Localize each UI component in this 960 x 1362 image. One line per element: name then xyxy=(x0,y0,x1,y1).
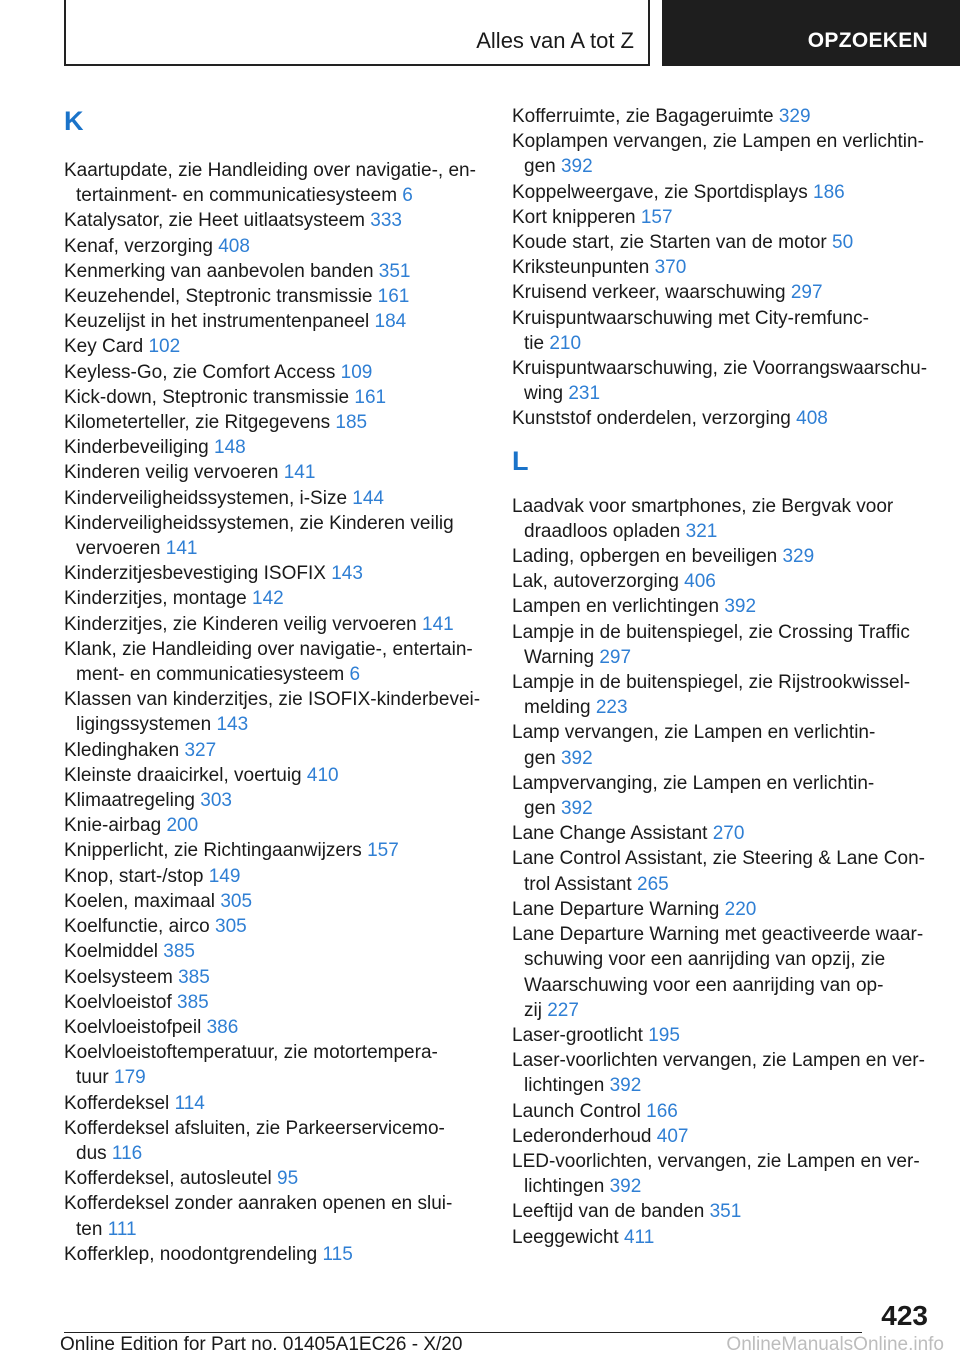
page-link[interactable]: 305 xyxy=(220,890,253,912)
page-link[interactable]: 200 xyxy=(166,815,199,837)
entry-text: Lampen en verlichtingen xyxy=(512,596,720,618)
page-link[interactable]: 148 xyxy=(214,437,246,459)
page-link[interactable]: 102 xyxy=(148,336,181,358)
page-link[interactable]: 411 xyxy=(623,1226,655,1248)
entry-text: Kleinste draaicirkel, voertuig xyxy=(64,764,302,786)
index-entry xyxy=(64,511,484,561)
index-entry xyxy=(64,259,484,284)
index-entry xyxy=(512,205,928,230)
entry-text: Kenaf, verzorging xyxy=(64,235,213,257)
entry-text: Koppelweergave, zie Sportdisplays xyxy=(512,181,808,203)
index-entry xyxy=(64,561,484,586)
page-link[interactable]: 111 xyxy=(107,1218,137,1240)
index-entry xyxy=(64,334,484,359)
entry-text: Kinderveiligheidssystemen, i-Size xyxy=(64,487,348,509)
page-link[interactable]: 329 xyxy=(782,546,815,568)
index-entry xyxy=(64,1242,484,1267)
entry-text: Lampje in de buitenspiegel, zie Rijstrookwissel- xyxy=(512,672,911,694)
entry-text: Laser-grootlicht xyxy=(512,1024,643,1046)
index-entry xyxy=(512,922,928,1023)
index-entry xyxy=(64,435,484,460)
entry-text: Knipperlicht, zie Richtingaanwijzers xyxy=(64,840,362,862)
page-link[interactable]: 184 xyxy=(374,311,407,333)
index-entry xyxy=(512,306,928,356)
page-link[interactable]: 143 xyxy=(216,714,249,736)
index-entry xyxy=(64,813,484,838)
page-link[interactable]: 392 xyxy=(724,596,757,618)
page-link[interactable]: 406 xyxy=(684,571,716,593)
index-entry xyxy=(512,897,928,922)
entry-text: draadloos opladen xyxy=(524,520,681,542)
entry-text: tertainment- en communicatiesysteem xyxy=(76,185,398,207)
entry-text: Laser-voorlichten vervangen, zie Lampen en ver- xyxy=(512,1050,925,1072)
page-link[interactable]: 407 xyxy=(656,1125,689,1147)
page-number: 423 xyxy=(881,1300,928,1331)
entry-text: tie xyxy=(524,332,545,354)
search-button-label: OPZOEKEN xyxy=(807,29,928,52)
page-link[interactable]: 385 xyxy=(163,941,195,963)
entry-text: Lane Departure Warning xyxy=(512,898,720,920)
entry-text: ligingssystemen xyxy=(76,714,212,736)
page-link[interactable]: 297 xyxy=(790,282,823,304)
entry-text: Kofferklep, noodontgrendeling xyxy=(64,1243,318,1265)
footer-divider xyxy=(64,1332,862,1333)
index-entry xyxy=(512,1199,928,1224)
entry-text: wing xyxy=(524,383,564,405)
index-entry xyxy=(512,569,928,594)
entry-text: Leeftijd van de banden xyxy=(512,1201,705,1223)
page-link[interactable]: 95 xyxy=(277,1168,299,1190)
index-entry xyxy=(64,612,484,637)
index-column-left xyxy=(64,100,484,1267)
index-entry xyxy=(64,385,484,410)
entry-text: Leeggewicht xyxy=(512,1226,619,1248)
page-link[interactable]: 6 xyxy=(349,664,361,686)
entry-text: Lane Departure Warning met geactiveerde waar- xyxy=(512,924,924,946)
index-entry xyxy=(512,356,928,406)
brand-watermark: OnlineManualsOnline.info xyxy=(726,1334,944,1355)
entry-text: Kruisend verkeer, waarschuwing xyxy=(512,282,786,304)
index-entry xyxy=(512,406,928,431)
index-entry xyxy=(64,586,484,611)
index-entry xyxy=(64,410,484,435)
page-link[interactable]: 141 xyxy=(422,613,454,635)
page-link[interactable]: 157 xyxy=(640,206,673,228)
index-entry xyxy=(512,1099,928,1124)
entry-text: Keuzehendel, Steptronic transmissie xyxy=(64,286,373,308)
index-entry xyxy=(512,544,928,569)
page-link[interactable]: 50 xyxy=(832,232,854,254)
entry-text: Kruispuntwaarschuwing met City-remfunc- xyxy=(512,307,869,329)
index-entry xyxy=(512,494,928,544)
index-letter-k: K xyxy=(64,106,84,136)
index-entry xyxy=(64,914,484,939)
page-link[interactable]: 161 xyxy=(354,386,387,408)
page-link[interactable]: 210 xyxy=(549,332,582,354)
index-entry xyxy=(64,1166,484,1191)
entry-text: Key Card xyxy=(64,336,144,358)
entry-text: Laadvak voor smartphones, zie Bergvak voor xyxy=(512,495,894,517)
index-entry xyxy=(512,1149,928,1199)
index-entry xyxy=(512,670,928,720)
entry-text: tuur xyxy=(76,1067,109,1089)
index-entry xyxy=(64,309,484,334)
entry-text: Lederonderhoud xyxy=(512,1125,652,1147)
entry-text: gen xyxy=(524,747,556,769)
entry-text: Kofferdeksel zonder aanraken openen en slui- xyxy=(64,1193,453,1215)
entry-text: Kaartupdate, zie Handleiding over navigatie-, en- xyxy=(64,160,476,181)
entry-text: Kinderen veilig vervoeren xyxy=(64,462,279,484)
entry-text: Knie-airbag xyxy=(64,815,162,837)
index-entry xyxy=(64,864,484,889)
page-link[interactable]: 144 xyxy=(352,487,384,509)
page-link[interactable]: 265 xyxy=(637,873,669,895)
page-link[interactable]: 142 xyxy=(252,588,284,610)
page-link[interactable]: 303 xyxy=(200,790,232,812)
page-link[interactable]: 179 xyxy=(114,1067,146,1089)
index-entry xyxy=(64,208,484,233)
page-link[interactable]: 351 xyxy=(378,260,411,282)
entry-text: Katalysator, zie Heet uitlaatsysteem xyxy=(64,210,365,232)
page-link[interactable]: 392 xyxy=(560,747,593,769)
index-entry xyxy=(512,594,928,619)
entry-text: Knop, start-/stop xyxy=(64,865,204,887)
page-link[interactable]: 143 xyxy=(331,563,363,585)
index-entry xyxy=(64,889,484,914)
index-entry xyxy=(512,230,928,255)
entry-text: Kledinghaken xyxy=(64,739,180,761)
index-entry xyxy=(512,255,928,280)
entry-text: Lampje in de buitenspiegel, zie Crossing Traffic xyxy=(512,621,910,643)
index-entry xyxy=(64,1116,484,1166)
entry-text: ten xyxy=(76,1218,103,1240)
entry-text: Keuzelijst in het instrumentenpaneel xyxy=(64,311,370,333)
entry-text: Kenmerking van aanbevolen banden xyxy=(64,260,374,282)
edition-text: Online Edition for Part no. 01405A1EC26 - X/20 xyxy=(60,1334,463,1355)
page-link[interactable]: 392 xyxy=(560,156,593,178)
page-link[interactable]: 116 xyxy=(111,1142,143,1164)
page-link[interactable]: 370 xyxy=(654,257,687,279)
entry-text: trol Assistant xyxy=(524,873,632,895)
page-link[interactable]: 392 xyxy=(609,1176,642,1198)
page-link[interactable]: 305 xyxy=(215,916,247,938)
entry-text: Kofferruimte, zie Bagageruimte xyxy=(512,106,774,127)
entry-text: Kinderzitjesbevestiging ISOFIX xyxy=(64,563,326,585)
page-link[interactable]: 149 xyxy=(208,865,241,887)
entry-text: Kinderbeveiliging xyxy=(64,437,209,459)
index-entry xyxy=(512,620,928,670)
entry-text: schuwing voor een aanrijding van opzij, zie xyxy=(524,949,886,971)
page-link[interactable]: 231 xyxy=(568,383,601,405)
index-entry xyxy=(512,1124,928,1149)
entry-text: Kruispuntwaarschuwing, zie Voorrangswaarschu- xyxy=(512,358,928,380)
entry-text: Koelvloeistof xyxy=(64,991,172,1013)
index-entry xyxy=(512,1225,928,1250)
page-link[interactable]: 157 xyxy=(367,840,399,862)
entry-text: Kunststof onderdelen, verzorging xyxy=(512,408,791,430)
entry-text: Klank, zie Handleiding over navigatie-, entertain- xyxy=(64,638,473,660)
entry-text: melding xyxy=(524,697,591,719)
index-entry xyxy=(64,738,484,763)
page-link[interactable]: 329 xyxy=(778,106,811,127)
index-entry xyxy=(64,234,484,259)
page-link[interactable]: 270 xyxy=(712,823,745,845)
page-link[interactable]: 297 xyxy=(599,646,632,668)
entry-text: Koelvloeistofpeil xyxy=(64,1016,202,1038)
entry-text: gen xyxy=(524,798,556,820)
page-link[interactable]: 321 xyxy=(685,520,718,542)
entry-text: Kinderzitjes, montage xyxy=(64,588,247,610)
search-button[interactable] xyxy=(662,0,960,66)
index-entry xyxy=(64,838,484,863)
entry-text: Koelmiddel xyxy=(64,941,158,963)
entry-text: Lak, autoverzorging xyxy=(512,571,679,593)
page-link[interactable]: 141 xyxy=(165,538,198,560)
entry-text: Kofferdeksel afsluiten, zie Parkeerservicemo- xyxy=(64,1117,445,1139)
index-entry xyxy=(64,788,484,813)
entry-text: Launch Control xyxy=(512,1100,641,1122)
page-link[interactable]: 408 xyxy=(796,408,828,430)
page-link[interactable]: 392 xyxy=(560,798,593,820)
page-link[interactable]: 410 xyxy=(306,764,339,786)
entry-text: Koelfunctie, airco xyxy=(64,916,210,938)
page-link[interactable]: 227 xyxy=(547,999,579,1021)
index-entry xyxy=(64,687,484,737)
page-link[interactable]: 185 xyxy=(335,412,368,434)
entry-text: Lading, opbergen en beveiligen xyxy=(512,546,778,568)
index-entry xyxy=(64,1015,484,1040)
index-entry xyxy=(512,1023,928,1048)
entry-text: Kofferdeksel xyxy=(64,1092,170,1114)
entry-text: Kriksteunpunten xyxy=(512,257,650,279)
index-entry xyxy=(64,763,484,788)
page-link[interactable]: 223 xyxy=(595,697,628,719)
entry-text: Lampvervanging, zie Lampen en verlichtin- xyxy=(512,772,875,794)
page-link[interactable]: 408 xyxy=(218,235,250,257)
page-link[interactable]: 6 xyxy=(402,185,413,207)
entry-text: Lane Control Assistant, zie Steering & Lane Con- xyxy=(512,848,925,870)
index-entry xyxy=(64,486,484,511)
entry-text: lichtingen xyxy=(524,1075,605,1097)
entry-text: Koplampen vervangen, zie Lampen en verlichtin- xyxy=(512,131,924,153)
index-entry xyxy=(512,846,928,896)
page-link[interactable]: 115 xyxy=(322,1243,353,1265)
entry-text: gen xyxy=(524,156,556,178)
entry-text: Klimaatregeling xyxy=(64,790,195,812)
page-header xyxy=(0,0,960,66)
entry-text: ment- en communicatiesysteem xyxy=(76,664,345,686)
entry-text: Koelen, maximaal xyxy=(64,890,216,912)
page-link[interactable]: 195 xyxy=(648,1024,680,1046)
index-entry xyxy=(512,280,928,305)
entry-text: Warning xyxy=(524,646,595,668)
section-tab-label: Alles van A tot Z xyxy=(476,28,634,53)
entry-text: Kinderzitjes, zie Kinderen veilig vervoeren xyxy=(64,613,417,635)
page-link[interactable]: 141 xyxy=(283,462,316,484)
page-link[interactable]: 220 xyxy=(724,898,757,920)
entry-text: zij xyxy=(524,999,542,1021)
page-link[interactable]: 114 xyxy=(174,1092,205,1114)
index-list-k xyxy=(64,158,484,1267)
index-entry xyxy=(64,1091,484,1116)
entry-text: Kick-down, Steptronic transmissie xyxy=(64,386,350,408)
entry-text: Klassen van kinderzitjes, zie ISOFIX-kinderbevei- xyxy=(64,689,481,711)
entry-text: Kinderveiligheidssystemen, zie Kinderen veilig xyxy=(64,512,454,534)
page-link[interactable]: 386 xyxy=(206,1016,239,1038)
page-link[interactable]: 333 xyxy=(370,210,402,232)
index-entry xyxy=(64,460,484,485)
entry-text: vervoeren xyxy=(76,538,161,560)
index-entry xyxy=(512,821,928,846)
index-entry xyxy=(64,158,484,208)
entry-text: Koelsysteem xyxy=(64,966,173,988)
page-link[interactable]: 392 xyxy=(609,1075,642,1097)
entry-text: Koelvloeistoftemperatuur, zie motortempera- xyxy=(64,1042,438,1064)
index-entry xyxy=(64,284,484,309)
index-entry xyxy=(512,1048,928,1098)
page-link[interactable]: 186 xyxy=(813,181,845,203)
index-entry xyxy=(64,1191,484,1241)
entry-text: Kofferdeksel, autosleutel xyxy=(64,1168,272,1190)
entry-text: dus xyxy=(76,1142,107,1164)
entry-text: Keyless-Go, zie Comfort Access xyxy=(64,361,336,383)
index-entry xyxy=(64,1040,484,1090)
section-tab[interactable] xyxy=(64,0,650,66)
index-entry xyxy=(512,180,928,205)
index-list-k-continued xyxy=(512,104,928,432)
index-entry xyxy=(64,637,484,687)
index-entry xyxy=(64,360,484,385)
page-link[interactable]: 385 xyxy=(177,991,209,1013)
index-column-right xyxy=(512,104,928,1250)
index-entry xyxy=(512,720,928,770)
page-link[interactable]: 109 xyxy=(340,361,373,383)
entry-text: Kort knipperen xyxy=(512,206,636,228)
page-link[interactable]: 327 xyxy=(184,739,217,761)
page-link[interactable]: 161 xyxy=(377,286,410,308)
page-link[interactable]: 385 xyxy=(178,966,210,988)
entry-text: Waarschuwing voor een aanrijding van op- xyxy=(524,974,884,996)
index-entry xyxy=(64,990,484,1015)
index-entry xyxy=(512,771,928,821)
entry-text: LED-voorlichten, vervangen, zie Lampen en ver- xyxy=(512,1150,920,1172)
entry-text: Koude start, zie Starten van de motor xyxy=(512,232,827,254)
entry-text: Lamp vervangen, zie Lampen en verlichtin- xyxy=(512,722,876,744)
index-entry xyxy=(64,939,484,964)
index-entry xyxy=(512,104,928,129)
index-list-l xyxy=(512,494,928,1250)
page-link[interactable]: 166 xyxy=(646,1100,678,1122)
entry-text: lichtingen xyxy=(524,1176,605,1198)
entry-text: Kilometerteller, zie Ritgegevens xyxy=(64,412,331,434)
page-link[interactable]: 351 xyxy=(709,1201,742,1223)
entry-text: Lane Change Assistant xyxy=(512,823,708,845)
index-letter-l: L xyxy=(512,445,529,476)
index-entry xyxy=(512,129,928,179)
index-entry xyxy=(64,965,484,990)
